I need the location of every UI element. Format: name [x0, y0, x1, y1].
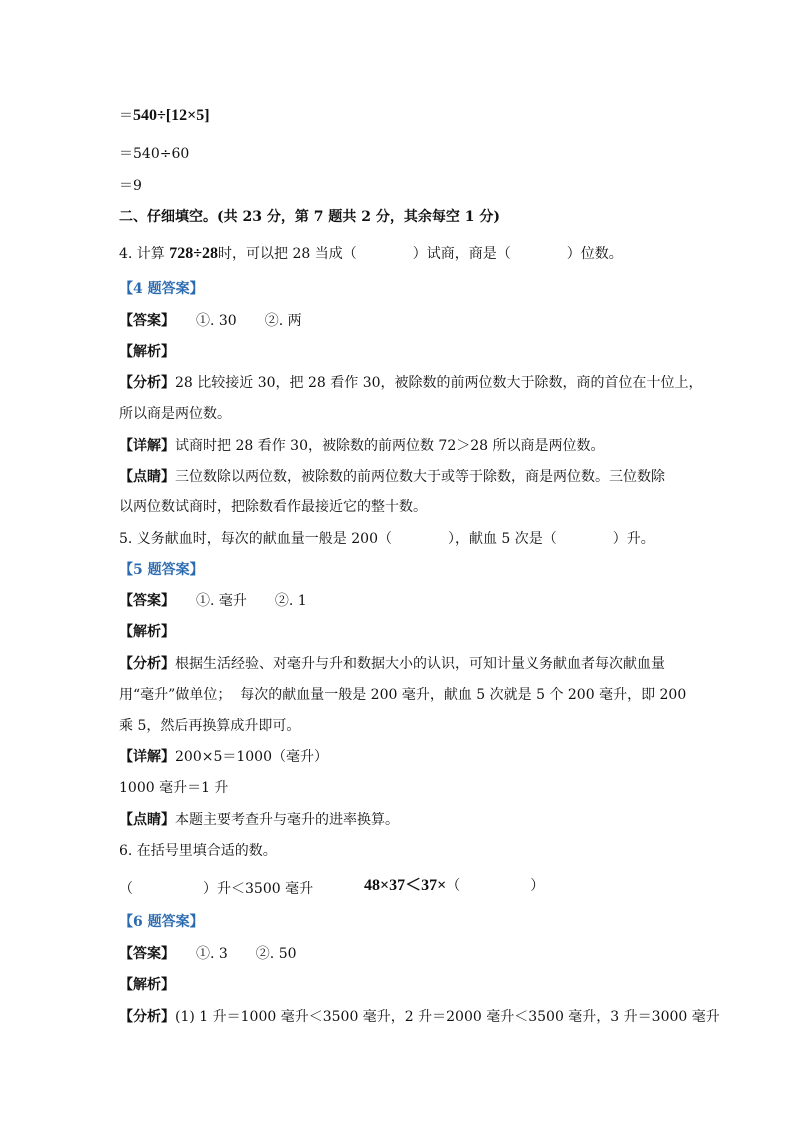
calc-line-1 — [119, 106, 210, 126]
calc-line-3: ＝9 — [119, 178, 142, 194]
answer-text: ①. 毫升 ②. 1 — [196, 593, 307, 609]
dianjing-text: 三位数除以两位数，被除数的前两位数大于或等于除数，商是两位数。三位数除 — [175, 469, 665, 485]
q4-answer — [119, 311, 302, 331]
q6-blank-left: （ ）升＜3500 毫升 — [119, 881, 314, 897]
q4-jiexi: 【解析】 — [119, 344, 175, 360]
question-6: 6. 在括号里填合适的数。 — [119, 843, 277, 859]
fenxi-text: 根据生活经验、对毫升与升和数据大小的认识，可知计量义务献血者每次献血量 — [175, 656, 665, 672]
xiangjie-label: 【详解】 — [119, 438, 175, 454]
answer-label: 【答案】 — [119, 313, 168, 329]
fenxi-label: 【分析】 — [119, 375, 175, 391]
q6-jiexi: 【解析】 — [119, 977, 175, 993]
q5-answer — [119, 591, 307, 611]
q4-expression: 728÷28 — [169, 245, 219, 262]
q6-answer — [119, 944, 297, 964]
xiangjie-text: 试商时把 28 看作 30，被除数的前两位数 72＞28 所以商是两位数。 — [175, 438, 605, 454]
q4-fenxi-1 — [119, 373, 703, 393]
fenxi-label: 【分析】 — [119, 656, 175, 672]
fenxi-label: 【分析】 — [119, 1009, 175, 1025]
q4-prefix: 4. 计算 — [119, 246, 170, 262]
q5-xiangjie-2: 1000 毫升＝1 升 — [119, 780, 229, 796]
q5-fenxi-3: 乘 5，然后再换算成升即可。 — [119, 718, 301, 734]
q5-fenxi-1 — [119, 654, 665, 674]
fenxi-text: (1) 1 升＝1000 毫升＜3500 毫升，2 升＝2000 毫升＜3500 毫升，3 升＝3000 毫升 — [175, 1009, 720, 1025]
q4-dianjing-1 — [119, 467, 665, 487]
calc-line-2: ＝540÷60 — [119, 146, 190, 162]
section-title: 二、仔细填空。(共 23 分，第 7 题共 2 分，其余每空 1 分) — [119, 209, 500, 225]
xiangjie-label: 【详解】 — [119, 749, 175, 765]
q4-dianjing-2: 以两位数试商时，把除数看作最接近它的整十数。 — [119, 499, 427, 515]
dianjing-label: 【点睛】 — [119, 812, 175, 828]
question-4 — [119, 244, 623, 264]
answer-label: 【答案】 — [119, 593, 168, 609]
answer-text: ①. 30 ②. 两 — [196, 313, 302, 329]
calc-expression: 540÷[12×5] — [133, 107, 210, 124]
xiangjie-text: 200×5＝1000（毫升） — [175, 749, 328, 765]
equals-sign: ＝ — [119, 108, 133, 124]
q6-blank-right-line — [364, 876, 544, 896]
q5-dianjing — [119, 810, 399, 830]
dianjing-label: 【点睛】 — [119, 469, 175, 485]
q5-answer-tag: 【5 题答案】 — [119, 562, 204, 578]
q5-xiangjie-1 — [119, 747, 328, 767]
q6-blank-right: （ ） — [446, 878, 545, 894]
q4-fenxi-2: 所以商是两位数。 — [119, 406, 231, 422]
q4-xiangjie — [119, 436, 605, 456]
q5-jiexi: 【解析】 — [119, 624, 175, 640]
dianjing-text: 本题主要考查升与毫升的进率换算。 — [175, 812, 399, 828]
question-5: 5. 义务献血时，每次的献血量一般是 200（ ），献血 5 次是（ ）升。 — [119, 531, 655, 547]
answer-label: 【答案】 — [119, 946, 168, 962]
answer-text: ①. 3 ②. 50 — [196, 946, 297, 962]
fenxi-text: 28 比较接近 30，把 28 看作 30，被除数的前两位数大于除数，商的首位在十位上， — [175, 375, 703, 391]
q6-expression: 48×37＜37× — [364, 877, 447, 894]
q5-fenxi-2: 用“毫升”做单位； 每次的献血量一般是 200 毫升，献血 5 次就是 5 个 200 毫升，即 200 — [119, 687, 687, 703]
q4-suffix: 时，可以把 28 当成（ ）试商，商是（ ）位数。 — [218, 246, 623, 262]
q4-answer-tag: 【4 题答案】 — [119, 281, 204, 297]
q6-answer-tag: 【6 题答案】 — [119, 914, 204, 930]
q6-fenxi-1 — [119, 1007, 720, 1027]
